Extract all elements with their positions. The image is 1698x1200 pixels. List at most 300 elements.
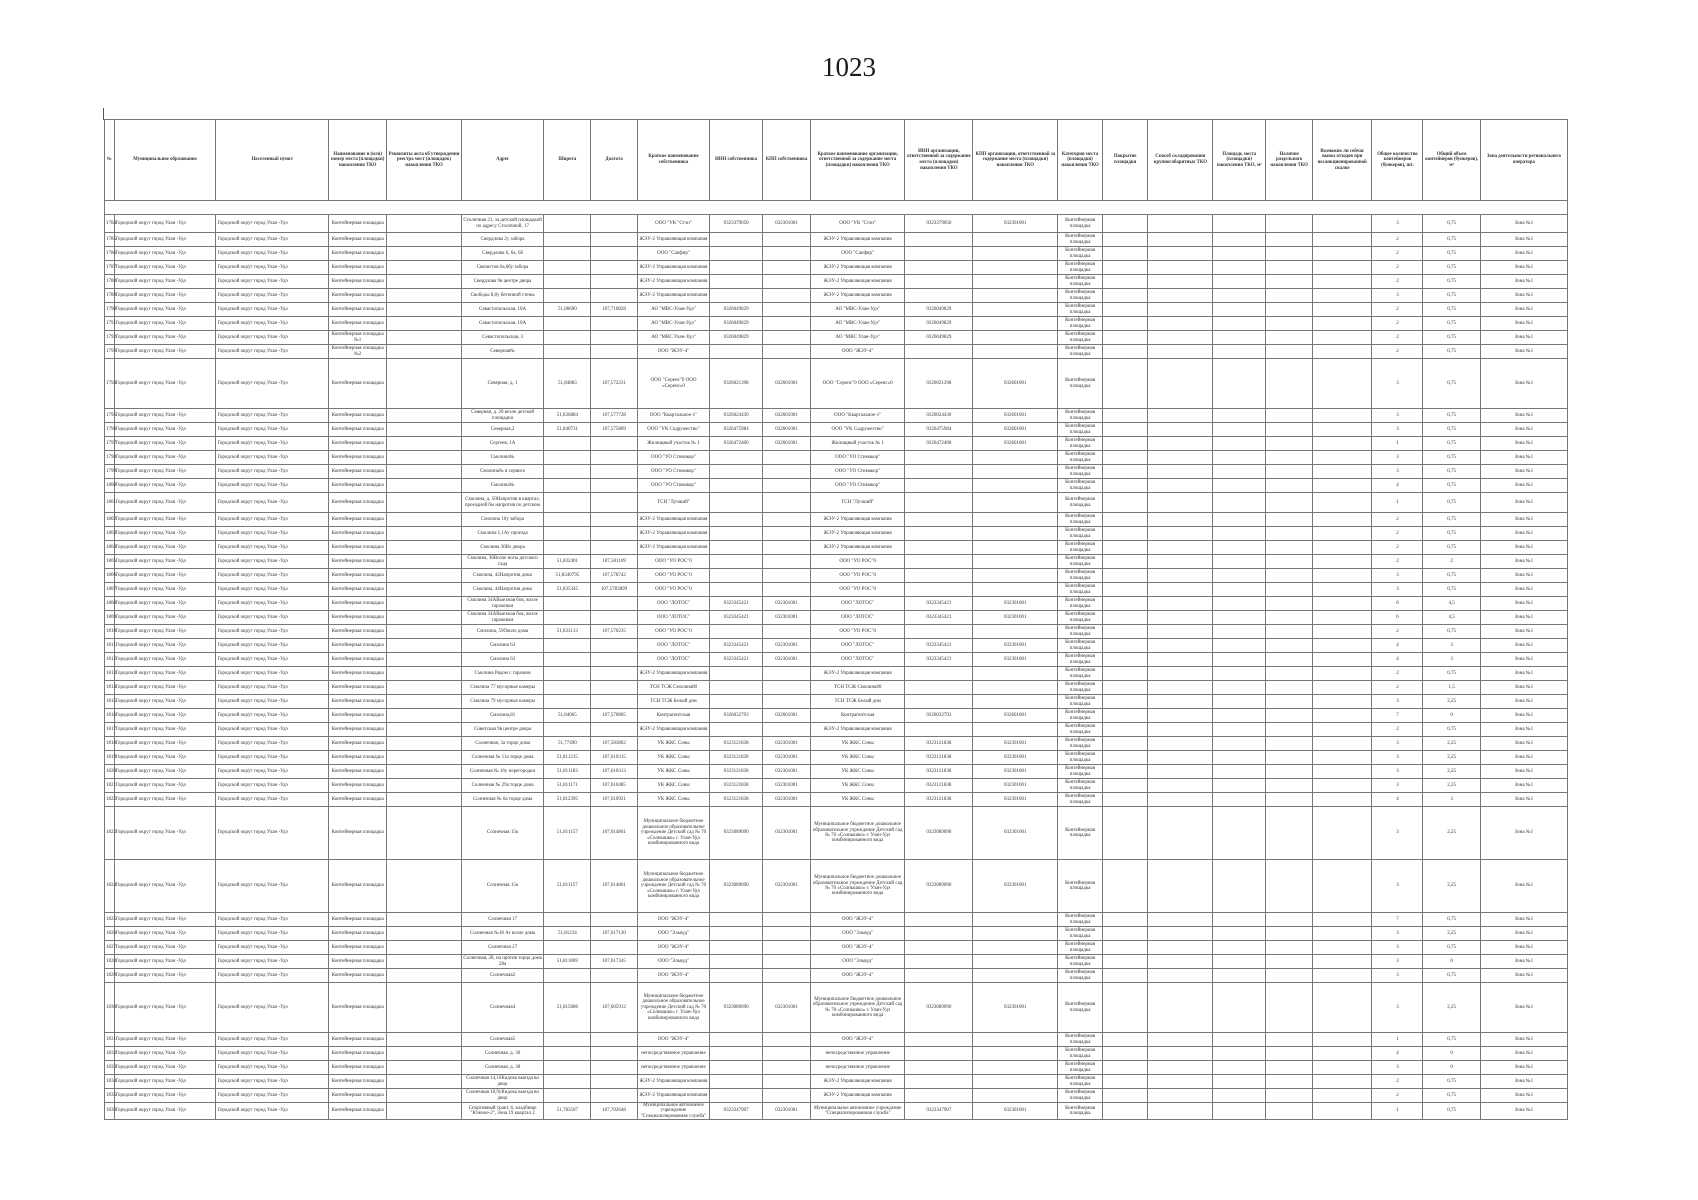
cell-oinn: 0323345421 (710, 611, 763, 625)
cell-empty (1148, 513, 1213, 527)
cell-lat (544, 941, 591, 955)
cell-cat: Контейнерная площадка (1058, 451, 1103, 465)
cell-name: Контейнерная площадка (328, 303, 386, 317)
cell-vol: 0,75 (1423, 247, 1480, 261)
cell-vol: 0,75 (1423, 409, 1480, 423)
cell-okpp (763, 289, 811, 303)
cell-mo: Городской округ город Улан -Удэ (114, 1075, 216, 1089)
cell-oinn: 0323089090 (710, 860, 763, 913)
cell-name: Контейнерная площадка (328, 261, 386, 275)
cell-okpp (763, 317, 811, 331)
cell-empty (1266, 983, 1313, 1033)
cell-addr: Северная, д. 20 возле детской площадки (461, 409, 544, 423)
cell-np: Городской округ город Улан -Удэ (216, 927, 329, 941)
cell-cat: Контейнерная площадка (1058, 709, 1103, 723)
cell-okpp: 032301001 (763, 807, 811, 860)
cell-cnt: 6 (1372, 611, 1423, 625)
cell-zone: Зона №1 (1480, 1061, 1567, 1075)
cell-resp: УК ЖКС Соны (810, 751, 904, 765)
cell-n: 1784 (105, 215, 115, 233)
cell-mo: Городской округ город Улан -Удэ (114, 1033, 216, 1047)
cell-name: Контейнерная площадка (328, 927, 386, 941)
cell-cat: Контейнерная площадка (1058, 289, 1103, 303)
cell-oinn: 0323089090 (710, 807, 763, 860)
cell-cnt: 2 (1372, 555, 1423, 569)
cell-addr: Смолина 1,1Ау проезда (461, 527, 544, 541)
cell-empty (1266, 597, 1313, 611)
cell-name: Контейнерная площадка (328, 681, 386, 695)
cell-empty (1102, 1089, 1148, 1103)
cell-name: Контейнерная площадка (328, 317, 386, 331)
table-row (105, 1061, 1568, 1075)
cell-addr: Солнечная, 28, на против торца дома 28а (461, 955, 544, 969)
cell-name: Контейнерная площадка (328, 1103, 386, 1120)
cell-np: Городской округ город Улан -Удэ (216, 779, 329, 793)
cell-okpp (763, 955, 811, 969)
cell-oinn (710, 927, 763, 941)
cell-addr: Смолина 30Вх двора (461, 541, 544, 555)
cell-act (387, 513, 461, 527)
cell-empty (1102, 667, 1148, 681)
cell-cat: Контейнерная площадка (1058, 359, 1103, 409)
cell-empty (1102, 969, 1148, 983)
table-row (105, 969, 1568, 983)
cell-zone: Зона №1 (1480, 969, 1567, 983)
cell-owner: ООО "УО Стимакор" (637, 479, 709, 493)
cell-empty (1266, 1103, 1313, 1120)
cell-oinn (710, 1047, 763, 1061)
cell-empty (1102, 423, 1148, 437)
cell-cnt: 3 (1372, 215, 1423, 233)
cell-oinn: 0326049829 (710, 317, 763, 331)
table-body (105, 215, 1568, 1120)
cell-rkpp: 032301001 (973, 860, 1058, 913)
cell-name: Контейнерная площадка (328, 653, 386, 667)
cell-rkpp (973, 451, 1058, 465)
cell-owner: ООО "УК Содружество" (637, 423, 709, 437)
cell-oinn (710, 1033, 763, 1047)
cell-lat: 51,836884 (544, 409, 591, 423)
cell-lat (544, 667, 591, 681)
cell-rinn (905, 465, 973, 479)
cell-empty (1148, 597, 1213, 611)
cell-empty (1102, 359, 1148, 409)
cell-zone: Зона №1 (1480, 541, 1567, 555)
cell-act (387, 215, 461, 233)
cell-oinn: 0323345421 (710, 639, 763, 653)
cell-n: 1819 (105, 751, 115, 765)
cell-rkpp: 032301001 (973, 611, 1058, 625)
cell-name: Контейнерная площадка (328, 493, 386, 513)
cell-empty (1313, 639, 1372, 653)
cell-rkpp: 032301001 (973, 1103, 1058, 1120)
cell-oinn: 0326032793 (710, 709, 763, 723)
cell-empty (1102, 695, 1148, 709)
cell-name: Контейнерная площадка (328, 751, 386, 765)
cell-empty (1266, 807, 1313, 860)
cell-empty (1313, 779, 1372, 793)
cell-n: 1802 (105, 513, 115, 527)
cell-empty (1102, 247, 1148, 261)
cell-mo: Городской округ город Улан -Удэ (114, 345, 216, 359)
cell-lon: 107,575869 (591, 423, 638, 437)
cell-cat: Контейнерная площадка (1058, 927, 1103, 941)
cell-resp: непосредственное управление (810, 1061, 904, 1075)
cell-rinn: 0326049829 (905, 331, 973, 345)
cell-addr: Смолина 34АВыезжая бок, возле гаражным (461, 597, 544, 611)
cell-owner: ЖЭУ-2 Управляющая компания (637, 527, 709, 541)
cell-lon (591, 681, 638, 695)
cell-rkpp: 032301001 (973, 793, 1058, 807)
cell-rkpp (973, 969, 1058, 983)
cell-cat: Контейнерная площадка (1058, 695, 1103, 709)
cell-n: 1835 (105, 1089, 115, 1103)
cell-zone: Зона №1 (1480, 569, 1567, 583)
cell-lon (591, 611, 638, 625)
cell-vol: 4,5 (1423, 611, 1480, 625)
cell-cnt: 2 (1372, 345, 1423, 359)
cell-n: 1829 (105, 969, 115, 983)
cell-resp: УК ЖКС Соны (810, 765, 904, 779)
cell-empty (1313, 1089, 1372, 1103)
cell-name: Контейнерная площадка (328, 941, 386, 955)
cell-zone: Зона №1 (1480, 955, 1567, 969)
cell-empty (1313, 927, 1372, 941)
table-row (105, 653, 1568, 667)
cell-empty (1213, 451, 1266, 465)
cell-empty (1213, 695, 1266, 709)
cell-lon (591, 345, 638, 359)
cell-name: Контейнерная площадка (328, 667, 386, 681)
cell-rinn (905, 1033, 973, 1047)
cell-rinn: 0326475984 (905, 423, 973, 437)
cell-lat: 51,811157 (544, 807, 591, 860)
cell-n: 1831 (105, 1033, 115, 1047)
cell-resp: Контрагентская (810, 709, 904, 723)
cell-n: 1825 (105, 913, 115, 927)
cell-zone: Зона №1 (1480, 723, 1567, 737)
table-row (105, 479, 1568, 493)
cell-resp: ЖЭУ-2 Управляющая компания (810, 513, 904, 527)
cell-act (387, 625, 461, 639)
cell-rinn: 0323121838 (905, 737, 973, 751)
cell-empty (1266, 289, 1313, 303)
cell-empty (1102, 317, 1148, 331)
cell-lon (591, 667, 638, 681)
cell-mo: Городской округ город Улан -Удэ (114, 555, 216, 569)
cell-lon: 107,577728 (591, 409, 638, 423)
cell-lon (591, 513, 638, 527)
cell-cat: Контейнерная площадка (1058, 303, 1103, 317)
cell-n: 1828 (105, 955, 115, 969)
cell-empty (1102, 583, 1148, 597)
cell-zone: Зона №1 (1480, 941, 1567, 955)
cell-rinn: 0323121838 (905, 779, 973, 793)
cell-owner: АО "МВС Улан-Удэ" (637, 331, 709, 345)
cell-cat: Контейнерная площадка (1058, 625, 1103, 639)
cell-cnt: 7 (1372, 709, 1423, 723)
cell-lon: 107,578742 (591, 569, 638, 583)
cell-np: Городской округ город Улан -Удэ (216, 1089, 329, 1103)
cell-owner: ТСН ТСЖ Смолина80 (637, 681, 709, 695)
cell-lat (544, 723, 591, 737)
cell-empty (1313, 247, 1372, 261)
cell-act (387, 451, 461, 465)
cell-empty (1102, 541, 1148, 555)
cell-name: Контейнерная площадка (328, 793, 386, 807)
cell-resp: ООО "ЛОТОС" (810, 611, 904, 625)
cell-n: 1809 (105, 611, 115, 625)
cell-okpp (763, 303, 811, 317)
cell-mo: Городской округ город Улан -Удэ (114, 1103, 216, 1120)
cell-cat: Контейнерная площадка (1058, 331, 1103, 345)
cell-mo: Городской округ город Улан -Удэ (114, 437, 216, 451)
cell-empty (1313, 611, 1372, 625)
cell-cnt: 2 (1372, 667, 1423, 681)
cell-act (387, 289, 461, 303)
cell-zone: Зона №1 (1480, 215, 1567, 233)
cell-zone: Зона №1 (1480, 709, 1567, 723)
cell-cnt: 2 (1372, 303, 1423, 317)
cell-lon (591, 969, 638, 983)
cell-np: Городской округ город Улан -Удэ (216, 247, 329, 261)
cell-rinn (905, 233, 973, 247)
cell-rinn (905, 345, 973, 359)
cell-lon (591, 261, 638, 275)
cell-vol: 0,75 (1423, 1075, 1480, 1089)
cell-cat: Контейнерная площадка (1058, 465, 1103, 479)
cell-vol: 0,75 (1423, 451, 1480, 465)
cell-name: Контейнерная площадка (328, 1075, 386, 1089)
cell-cnt: 7 (1372, 913, 1423, 927)
cell-empty (1213, 737, 1266, 751)
cell-vol: 0,75 (1423, 359, 1480, 409)
cell-lon (591, 233, 638, 247)
cell-oinn (710, 1061, 763, 1075)
cell-addr: Солнечная № 29а торце дома (461, 779, 544, 793)
cell-cat: Контейнерная площадка (1058, 247, 1103, 261)
cell-mo: Городской округ город Улан -Удэ (114, 493, 216, 513)
cell-cat: Контейнерная площадка (1058, 1047, 1103, 1061)
cell-np: Городской округ город Улан -Удэ (216, 215, 329, 233)
cell-cnt: 2 (1372, 681, 1423, 695)
table-row (105, 681, 1568, 695)
table-row (105, 527, 1568, 541)
cell-empty (1148, 667, 1213, 681)
cell-act (387, 583, 461, 597)
cell-np: Городской округ город Улан -Удэ (216, 423, 329, 437)
cell-lat (544, 215, 591, 233)
cell-lat (544, 465, 591, 479)
cell-empty (1313, 681, 1372, 695)
cell-resp: ТСН ТСЖ Белый дом (810, 695, 904, 709)
cell-lat: 51,84065 (544, 709, 591, 723)
cell-rkpp: 032601001 (973, 359, 1058, 409)
cell-act (387, 913, 461, 927)
cell-rkpp (973, 233, 1058, 247)
cell-rinn (905, 247, 973, 261)
cell-empty (1148, 479, 1213, 493)
cell-empty (1148, 941, 1213, 955)
column-header: Зона деятельности регионального оператора (1480, 120, 1567, 201)
cell-mo: Городской округ город Улан -Удэ (114, 709, 216, 723)
cell-empty (1266, 479, 1313, 493)
cell-okpp (763, 345, 811, 359)
cell-empty (1148, 261, 1213, 275)
cell-okpp: 032301001 (763, 653, 811, 667)
cell-cat: Контейнерная площадка (1058, 969, 1103, 983)
table-row (105, 1103, 1568, 1120)
cell-rkpp (973, 261, 1058, 275)
cell-addr: Смолина,81 (461, 709, 544, 723)
cell-mo: Городской округ город Улан -Удэ (114, 331, 216, 345)
cell-okpp (763, 1033, 811, 1047)
cell-vol: 0,75 (1423, 289, 1480, 303)
cell-empty (1266, 359, 1313, 409)
cell-empty (1102, 765, 1148, 779)
cell-np: Городской округ город Улан -Удэ (216, 681, 329, 695)
cell-empty (1266, 611, 1313, 625)
cell-rkpp (973, 275, 1058, 289)
cell-cnt: 3 (1372, 927, 1423, 941)
cell-act (387, 860, 461, 913)
cell-empty (1213, 611, 1266, 625)
cell-resp: ООО "УО Стимакор" (810, 451, 904, 465)
cell-act (387, 737, 461, 751)
cell-owner: ООО "Эльвуд" (637, 955, 709, 969)
cell-mo: Городской округ город Улан -Удэ (114, 807, 216, 860)
cell-name: Контейнерная площадка (328, 969, 386, 983)
cell-np: Городской округ город Улан -Удэ (216, 751, 329, 765)
cell-empty (1313, 215, 1372, 233)
cell-resp: АО "МВС-Улан-Удэ" (810, 317, 904, 331)
cell-empty (1313, 1075, 1372, 1089)
cell-rinn (905, 927, 973, 941)
cell-rinn: 0326472400 (905, 437, 973, 451)
cell-rkpp (973, 695, 1058, 709)
cell-rinn: 0323345421 (905, 653, 973, 667)
cell-cnt: 3 (1372, 737, 1423, 751)
cell-oinn (710, 465, 763, 479)
cell-addr: Смолина Рядом с гаражом (461, 667, 544, 681)
cell-empty (1102, 233, 1148, 247)
cell-cat: Контейнерная площадка (1058, 1103, 1103, 1120)
cell-owner: ЖЭУ-2 Управляющая компания (637, 1075, 709, 1089)
cell-empty (1148, 275, 1213, 289)
cell-lat (544, 1061, 591, 1075)
cell-owner: ООО "ЛОТОС" (637, 597, 709, 611)
cell-oinn (710, 913, 763, 927)
cell-resp: АО "МВС-Улан-Удэ" (810, 303, 904, 317)
cell-name: Контейнерная площадка (328, 583, 386, 597)
cell-empty (1213, 751, 1266, 765)
cell-empty (1148, 1033, 1213, 1047)
cell-vol: 0,75 (1423, 513, 1480, 527)
cell-empty (1313, 479, 1372, 493)
table-row (105, 247, 1568, 261)
cell-act (387, 437, 461, 451)
cell-mo: Городской округ город Улан -Удэ (114, 983, 216, 1033)
cell-cat: Контейнерная площадка (1058, 667, 1103, 681)
cell-empty (1266, 723, 1313, 737)
cell-zone: Зона №1 (1480, 611, 1567, 625)
cell-act (387, 465, 461, 479)
table-row (105, 807, 1568, 860)
cell-empty (1213, 667, 1266, 681)
cell-oinn (710, 451, 763, 465)
cell-n: 1795 (105, 409, 115, 423)
cell-empty (1313, 793, 1372, 807)
cell-empty (1148, 1047, 1213, 1061)
cell-vol: 2,25 (1423, 860, 1480, 913)
cell-empty (1148, 807, 1213, 860)
cell-n: 1803 (105, 527, 115, 541)
cell-owner: ЖЭУ-2 Управляющая компания (637, 1089, 709, 1103)
cell-empty (1313, 317, 1372, 331)
cell-empty (1313, 493, 1372, 513)
cell-cnt: 2 (1372, 261, 1423, 275)
cell-rinn: 0323121838 (905, 751, 973, 765)
cell-empty (1313, 261, 1372, 275)
cell-resp: ЖЭУ-2 Управляющая компания (810, 527, 904, 541)
cell-empty (1102, 723, 1148, 737)
cell-empty (1148, 955, 1213, 969)
cell-lat: 51,815086 (544, 983, 591, 1033)
header-gap-row (105, 201, 1568, 215)
cell-rkpp (973, 625, 1058, 639)
cell-zone: Зона №1 (1480, 331, 1567, 345)
cell-oinn (710, 681, 763, 695)
cell-lon (591, 493, 638, 513)
cell-cat: Контейнерная площадка (1058, 583, 1103, 597)
cell-empty (1266, 653, 1313, 667)
column-header: Населенный пункт (216, 120, 329, 201)
cell-np: Городской округ город Улан -Удэ (216, 437, 329, 451)
cell-cat: Контейнерная площадка (1058, 1033, 1103, 1047)
cell-rinn (905, 1061, 973, 1075)
cell-lon (591, 465, 638, 479)
cell-rinn: 0323089090 (905, 807, 973, 860)
cell-name: Контейнерная площадка (328, 275, 386, 289)
cell-rinn: 0326021398 (905, 359, 973, 409)
cell-np: Городской округ город Улан -Удэ (216, 275, 329, 289)
cell-oinn (710, 941, 763, 955)
cell-rinn (905, 1075, 973, 1089)
cell-vol: 3 (1423, 653, 1480, 667)
cell-empty (1213, 1089, 1266, 1103)
cell-cnt: 1 (1372, 1103, 1423, 1120)
cell-mo: Городской округ город Улан -Удэ (114, 233, 216, 247)
cell-addr: Свердлова 6, 6а, 6б (461, 247, 544, 261)
cell-oinn (710, 695, 763, 709)
cell-empty (1313, 597, 1372, 611)
cell-mo: Городской округ город Улан -Удэ (114, 597, 216, 611)
cell-empty (1102, 437, 1148, 451)
cell-empty (1266, 1089, 1313, 1103)
cell-n: 1806 (105, 569, 115, 583)
cell-resp: ЖЭУ-2 Управляющая компания (810, 289, 904, 303)
cell-lat: 51,84883 (544, 359, 591, 409)
cell-zone: Зона №1 (1480, 345, 1567, 359)
cell-addr: Солнечная №18 Аг возле дома (461, 927, 544, 941)
cell-rkpp: 032601001 (973, 423, 1058, 437)
cell-vol: 0,75 (1423, 215, 1480, 233)
cell-zone: Зона №1 (1480, 1089, 1567, 1103)
cell-vol: 0,75 (1423, 1103, 1480, 1120)
cell-act (387, 1047, 461, 1061)
cell-vol: 3 (1423, 639, 1480, 653)
cell-n: 1815 (105, 695, 115, 709)
